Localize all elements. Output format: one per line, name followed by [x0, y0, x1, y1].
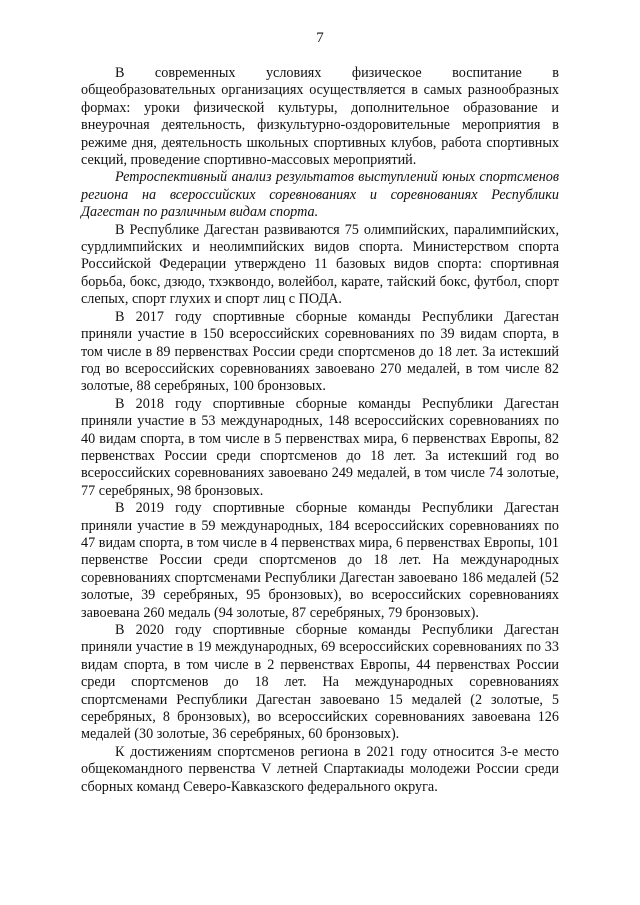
paragraph-results-2017: В 2017 году спортивные сборные команды Республики Дагестан приняли участие в 150 всероссийских соревнованиях по 39 видам спорта, в том числе в 89 первенствах России среди спортсменов до 18 лет. За истекший год во всероссийских соревнованиях завоевано 270 медалей, в том числе 82 золотые, 88 серебряных, 100 бронзовых.	[81, 308, 559, 395]
paragraph-results-2018: В 2018 году спортивные сборные команды Республики Дагестан приняли участие в 53 международных, 148 всероссийских соревнованиях по 40 видам спорта, в том числе в 5 первенствах мира, 6 первенствах Европы, 82 первенствах России среди спортсменов до 18 лет. За истекший год во всероссийских соревнованиях завоевано 249 медалей, в том числе 74 золотые, 77 серебряных, 98 бронзовых.	[81, 395, 559, 499]
page-number: 7	[316, 30, 324, 46]
paragraph-results-2020: В 2020 году спортивные сборные команды Республики Дагестан приняли участие в 19 международных, 69 всероссийских соревнованиях по 33 видам спорта, в том числе в 2 первенствах Европы, 44 первенствах России среди спортсменов до 18 лет. На международных соревнованиях спортсменами Республики Дагестан завоевано 15 медалей (2 золотые, 5 серебряных, 8 бронзовых), во всероссийских соревнованиях завоевана 126 медалей (30 золотые, 36 серебряных, 60 бронзовых).	[81, 622, 559, 743]
paragraph-achievements-2021: К достижениям спортсменов региона в 2021 году относится 3-е место общекомандного первенства V летней Спартакиады молодежи России среди сборных команд Северо-Кавказского федерального округа.	[81, 743, 559, 795]
paragraph-physical-education-forms: В современных условиях физическое воспитание в общеобразовательных организациях осуществляется в самых разнообразных формах: уроки физической культуры, дополнительное образование и внеурочная деятельность, физкультурно-оздоровительные мероприятия в режиме дня, деятельность школьных спортивных клубов, работа спортивных секций, проведение спортивно-массовых мероприятий.	[81, 65, 559, 169]
paragraph-results-2019: В 2019 году спортивные сборные команды Республики Дагестан приняли участие в 59 международных, 184 всероссийских соревнованиях по 47 видам спорта, в том числе в 4 первенствах мира, 6 первенствах Европы, 101 первенстве России среди спортсменов до 18 лет. На международных соревнованиях спортсменами Республики Дагестан завоевано 186 медалей (52 золотые, 39 серебряных, 95 бронзовых), во всероссийских соревнованиях завоевана 260 медаль (94 золотые, 87 серебряных, 79 бронзовых).	[81, 500, 559, 621]
paragraph-section-heading-retrospective: Ретроспективный анализ результатов выступлений юных спортсменов региона на всероссийских соревнованиях и соревнованиях Республики Дагестан по различным видам спорта.	[81, 169, 559, 221]
paragraph-sports-types: В Республике Дагестан развиваются 75 олимпийских, паралимпийских, сурдлимпийских и неолимпийских видов спорта. Министерством спорта Российской Федерации утверждено 11 базовых видов спорта: спортивная борьба, бокс, дзюдо, тхэквондо, волейбол, карате, тайский бокс, футбол, спорт слепых, спорт глухих и спорт лиц с ПОДА.	[81, 221, 559, 308]
document-body	[81, 65, 559, 796]
